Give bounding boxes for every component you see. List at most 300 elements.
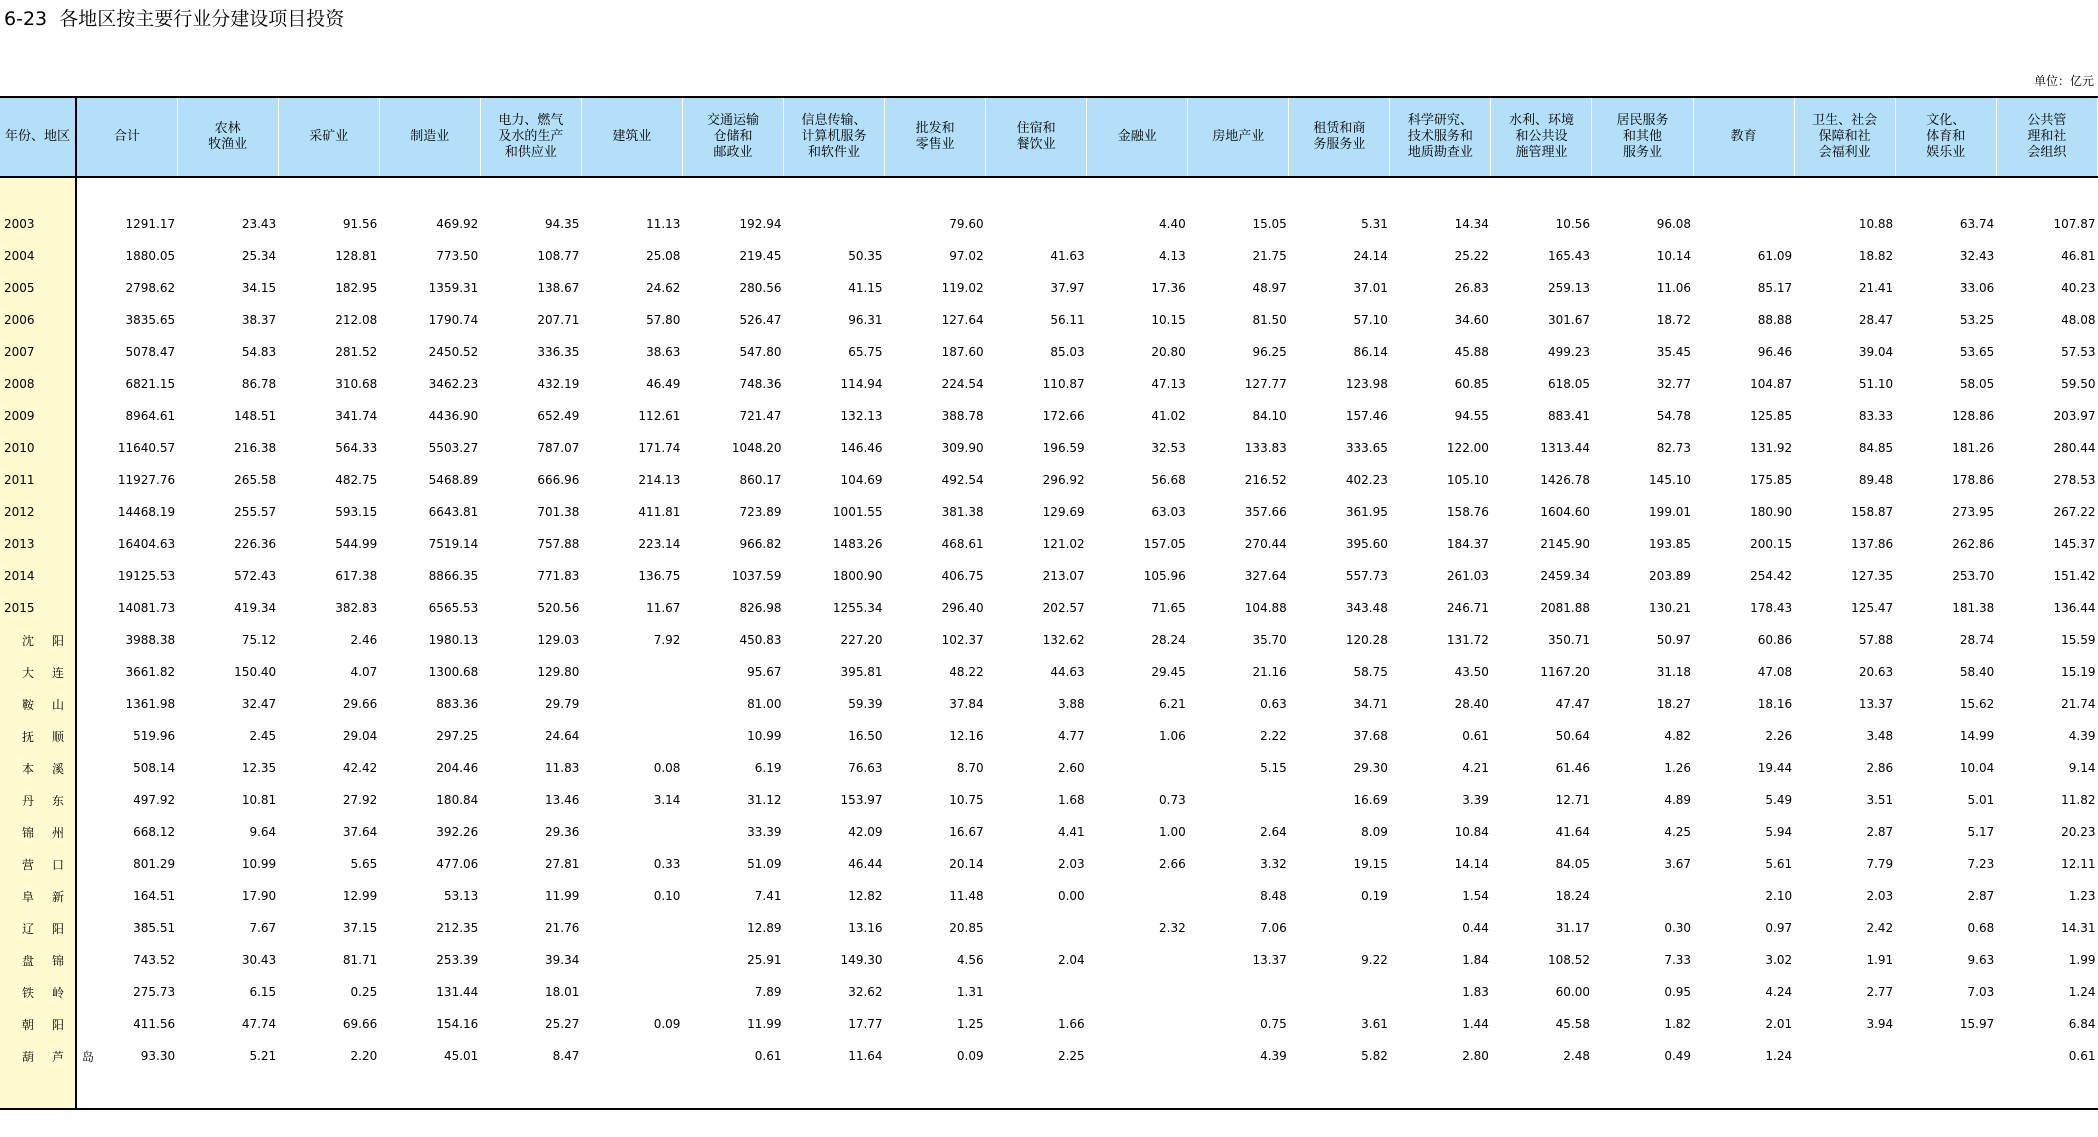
table-cell: 45.88 bbox=[1454, 345, 1489, 359]
table-cell: 150.40 bbox=[234, 665, 277, 679]
header-row bbox=[0, 97, 2098, 177]
table-cell bbox=[1289, 912, 1390, 944]
column-header bbox=[581, 97, 682, 177]
table-cell: 84.05 bbox=[1555, 857, 1590, 871]
table-cell: 19.44 bbox=[1757, 761, 1793, 775]
table-cell: 114.94 bbox=[840, 377, 883, 391]
region-label: 丹东 bbox=[0, 784, 76, 816]
table-cell: 357.66 bbox=[1244, 505, 1287, 519]
table-cell: 13.16 bbox=[848, 921, 883, 935]
table-cell: 37.01 bbox=[1353, 281, 1388, 295]
table-cell: 2.03 bbox=[1866, 889, 1894, 903]
table-cell: 544.99 bbox=[335, 537, 378, 551]
table-cell: 1604.60 bbox=[1540, 505, 1590, 519]
table-cell: 38.63 bbox=[646, 345, 681, 359]
table-cell: 131.92 bbox=[1750, 441, 1793, 455]
table-cell: 21.74 bbox=[2061, 697, 2096, 711]
table-cell: 2.20 bbox=[350, 1049, 378, 1063]
spacer-row bbox=[0, 177, 2098, 208]
table-cell: 12.16 bbox=[949, 729, 984, 743]
table-cell: 11.99 bbox=[545, 889, 580, 903]
table-cell: 5.17 bbox=[1967, 825, 1995, 839]
column-header-line: 会组织 bbox=[2027, 145, 2067, 160]
table-cell: 2.04 bbox=[1057, 953, 1085, 967]
region-label: 辽阳 bbox=[0, 912, 76, 944]
column-header-line: 仓储和 bbox=[713, 129, 753, 144]
table-cell: 213.07 bbox=[1042, 569, 1085, 583]
table-cell: 120.28 bbox=[1345, 633, 1388, 647]
table-cell: 16404.63 bbox=[117, 537, 176, 551]
table-cell bbox=[1592, 880, 1693, 912]
year-label: 2006 bbox=[0, 304, 76, 336]
table-row bbox=[0, 272, 2098, 304]
region-label: 朝阳 bbox=[0, 1008, 76, 1040]
column-header bbox=[885, 97, 986, 177]
table-cell: 18.27 bbox=[1656, 697, 1692, 711]
table-cell: 757.88 bbox=[537, 537, 580, 551]
table-cell: 136.44 bbox=[2053, 601, 2096, 615]
table-cell: 89.48 bbox=[1858, 473, 1894, 487]
column-header-line: 体育和 bbox=[1926, 129, 1966, 144]
table-cell: 259.13 bbox=[1547, 281, 1590, 295]
table-cell: 60.00 bbox=[1555, 985, 1590, 999]
table-row bbox=[0, 688, 2098, 720]
table-cell: 94.35 bbox=[545, 217, 580, 231]
column-header-line: 邮政业 bbox=[713, 145, 753, 160]
table-cell bbox=[783, 208, 884, 240]
table-cell: 43.50 bbox=[1454, 665, 1489, 679]
column-header bbox=[1390, 97, 1491, 177]
table-cell: 20.80 bbox=[1151, 345, 1186, 359]
table-cell: 69.66 bbox=[342, 1017, 378, 1031]
table-cell: 25.08 bbox=[646, 249, 681, 263]
table-cell: 701.38 bbox=[537, 505, 580, 519]
spacer-cell bbox=[76, 177, 2097, 208]
table-cell: 1426.78 bbox=[1540, 473, 1590, 487]
table-cell: 1037.59 bbox=[731, 569, 782, 583]
table-cell: 10.84 bbox=[1454, 825, 1489, 839]
table-cell: 34.71 bbox=[1353, 697, 1388, 711]
table-cell: 131.72 bbox=[1446, 633, 1489, 647]
table-cell: 41.64 bbox=[1555, 825, 1590, 839]
table-cell: 1361.98 bbox=[125, 697, 176, 711]
table-cell: 8866.35 bbox=[428, 569, 479, 583]
table-cell: 7.89 bbox=[754, 985, 782, 999]
table-cell: 27.81 bbox=[545, 857, 580, 871]
table-cell: 34.60 bbox=[1454, 313, 1489, 327]
table-cell: 265.58 bbox=[234, 473, 277, 487]
table-cell: 1.44 bbox=[1462, 1017, 1489, 1031]
table-cell: 199.01 bbox=[1649, 505, 1692, 519]
table-cell: 2.45 bbox=[249, 729, 277, 743]
table-cell: 21.76 bbox=[545, 921, 580, 935]
table-cell: 0.63 bbox=[1260, 697, 1287, 711]
table-cell: 6.19 bbox=[754, 761, 782, 775]
table-cell: 526.47 bbox=[739, 313, 782, 327]
table-cell: 10.15 bbox=[1151, 313, 1186, 327]
table-cell: 212.08 bbox=[335, 313, 378, 327]
table-cell: 18.01 bbox=[545, 985, 580, 999]
table-cell: 246.71 bbox=[1446, 601, 1489, 615]
table-cell: 32.43 bbox=[1959, 249, 1995, 263]
table-cell: 18.82 bbox=[1858, 249, 1894, 263]
table-cell: 0.09 bbox=[956, 1049, 984, 1063]
table-cell: 278.53 bbox=[2053, 473, 2096, 487]
table-cell: 2.64 bbox=[1260, 825, 1287, 839]
region-label: 锦州 bbox=[0, 816, 76, 848]
table-cell: 50.64 bbox=[1555, 729, 1590, 743]
table-cell: 224.54 bbox=[941, 377, 984, 391]
table-cell: 175.85 bbox=[1750, 473, 1793, 487]
table-cell: 0.33 bbox=[653, 857, 681, 871]
table-cell: 110.87 bbox=[1042, 377, 1085, 391]
table-cell: 14468.19 bbox=[117, 505, 176, 519]
table-cell: 2.86 bbox=[1866, 761, 1894, 775]
table-cell: 13.46 bbox=[545, 793, 580, 807]
table-cell: 26.83 bbox=[1454, 281, 1489, 295]
table-cell: 202.57 bbox=[1042, 601, 1085, 615]
year-label: 2011 bbox=[0, 464, 76, 496]
table-cell: 31.17 bbox=[1555, 921, 1590, 935]
table-cell bbox=[986, 912, 1087, 944]
table-cell: 16.67 bbox=[949, 825, 984, 839]
column-header-line: 电力、燃气 bbox=[498, 113, 564, 128]
table-cell: 2145.90 bbox=[1540, 537, 1590, 551]
table-cell: 58.40 bbox=[1959, 665, 1995, 679]
table-cell: 7.67 bbox=[249, 921, 277, 935]
table-cell: 343.48 bbox=[1345, 601, 1388, 615]
table-cell: 4.41 bbox=[1057, 825, 1085, 839]
table-cell: 4.40 bbox=[1159, 217, 1186, 231]
table-cell: 104.88 bbox=[1244, 601, 1287, 615]
table-cell: 11.82 bbox=[2061, 793, 2096, 807]
table-cell: 57.80 bbox=[646, 313, 681, 327]
table-cell bbox=[1087, 1040, 1188, 1072]
table-cell: 105.96 bbox=[1143, 569, 1186, 583]
table-cell: 75.12 bbox=[241, 633, 277, 647]
table-cell: 618.05 bbox=[1547, 377, 1590, 391]
table-cell bbox=[1188, 784, 1289, 816]
column-header bbox=[783, 97, 884, 177]
table-cell: 127.64 bbox=[941, 313, 984, 327]
table-cell: 1313.44 bbox=[1540, 441, 1590, 455]
table-cell: 204.46 bbox=[436, 761, 479, 775]
table-cell: 2.46 bbox=[350, 633, 378, 647]
table-cell: 8.48 bbox=[1260, 889, 1287, 903]
table-row bbox=[0, 1008, 2098, 1040]
column-header-line: 租赁和商 bbox=[1313, 121, 1366, 136]
column-header-line: 居民服务 bbox=[1616, 113, 1669, 128]
table-cell: 25.34 bbox=[241, 249, 277, 263]
table-cell: 1.83 bbox=[1462, 985, 1489, 999]
table-cell: 47.74 bbox=[241, 1017, 277, 1031]
table-cell: 5.21 bbox=[249, 1049, 277, 1063]
table-cell: 181.26 bbox=[1952, 441, 1995, 455]
table-cell: 53.25 bbox=[1959, 313, 1995, 327]
table-cell bbox=[581, 976, 682, 1008]
table-cell: 2.25 bbox=[1057, 1049, 1085, 1063]
table-cell: 381.38 bbox=[941, 505, 984, 519]
table-cell: 145.10 bbox=[1649, 473, 1692, 487]
table-cell: 1880.05 bbox=[125, 249, 176, 263]
table-cell: 184.37 bbox=[1446, 537, 1489, 551]
table-cell: 58.05 bbox=[1959, 377, 1995, 391]
table-cell: 136.75 bbox=[638, 569, 681, 583]
table-cell: 482.75 bbox=[335, 473, 378, 487]
table-cell: 50.35 bbox=[848, 249, 883, 263]
table-cell: 0.08 bbox=[653, 761, 681, 775]
table-cell: 280.44 bbox=[2053, 441, 2096, 455]
table-cell: 2.32 bbox=[1159, 921, 1186, 935]
table-cell: 1.06 bbox=[1159, 729, 1186, 743]
table-cell: 31.12 bbox=[747, 793, 782, 807]
table-cell: 15.62 bbox=[1959, 697, 1995, 711]
table-cell: 119.02 bbox=[941, 281, 984, 295]
table-cell: 47.47 bbox=[1555, 697, 1590, 711]
table-cell: 83.33 bbox=[1858, 409, 1894, 423]
column-header-line: 保障和社 bbox=[1818, 129, 1871, 144]
table-cell: 35.70 bbox=[1252, 633, 1287, 647]
table-cell: 128.86 bbox=[1952, 409, 1995, 423]
table-cell: 10.56 bbox=[1555, 217, 1590, 231]
table-cell: 11.48 bbox=[949, 889, 984, 903]
column-header bbox=[1289, 97, 1390, 177]
region-label: 铁岭 bbox=[0, 976, 76, 1008]
table-cell: 7.79 bbox=[1866, 857, 1894, 871]
column-header-line: 批发和 bbox=[915, 121, 955, 136]
table-cell: 37.84 bbox=[949, 697, 984, 711]
table-cell: 216.52 bbox=[1244, 473, 1287, 487]
table-cell: 270.44 bbox=[1244, 537, 1287, 551]
table-cell: 572.43 bbox=[234, 569, 277, 583]
table-cell: 787.07 bbox=[537, 441, 580, 455]
table-cell: 56.11 bbox=[1050, 313, 1085, 327]
table-cell: 180.84 bbox=[436, 793, 479, 807]
table-cell: 743.52 bbox=[133, 953, 176, 967]
table-cell: 497.92 bbox=[133, 793, 176, 807]
table-cell: 3.88 bbox=[1057, 697, 1085, 711]
table-cell: 178.43 bbox=[1750, 601, 1793, 615]
table-cell: 6.84 bbox=[2068, 1017, 2096, 1031]
table-cell: 1255.34 bbox=[832, 601, 883, 615]
table-cell: 29.66 bbox=[342, 697, 378, 711]
table-cell: 28.47 bbox=[1858, 313, 1894, 327]
table-cell: 15.19 bbox=[2061, 665, 2096, 679]
table-cell: 5468.89 bbox=[428, 473, 479, 487]
year-cell-empty bbox=[0, 177, 76, 208]
table-cell: 273.95 bbox=[1952, 505, 1995, 519]
table-cell: 432.19 bbox=[537, 377, 580, 391]
table-cell bbox=[1087, 1008, 1188, 1040]
column-header bbox=[1895, 97, 1996, 177]
table-row bbox=[0, 976, 2098, 1008]
table-cell: 296.92 bbox=[1042, 473, 1085, 487]
column-header bbox=[1996, 97, 2097, 177]
table-cell: 24.64 bbox=[545, 729, 580, 743]
table-cell: 9.64 bbox=[249, 825, 277, 839]
table-cell: 25.91 bbox=[747, 953, 782, 967]
table-cell: 84.85 bbox=[1858, 441, 1894, 455]
table-cell bbox=[1693, 208, 1794, 240]
table-cell: 262.86 bbox=[1952, 537, 1995, 551]
table-cell: 153.97 bbox=[840, 793, 883, 807]
table-cell: 860.17 bbox=[739, 473, 782, 487]
table-cell: 104.87 bbox=[1750, 377, 1793, 391]
table-cell: 1.25 bbox=[956, 1017, 984, 1031]
table-cell: 771.83 bbox=[537, 569, 580, 583]
table-cell: 10.04 bbox=[1959, 761, 1995, 775]
table-cell: 3661.82 bbox=[125, 665, 176, 679]
table-cell: 21.75 bbox=[1252, 249, 1287, 263]
table-cell: 38.37 bbox=[241, 313, 277, 327]
table-cell: 3.14 bbox=[653, 793, 681, 807]
table-cell: 104.69 bbox=[840, 473, 883, 487]
year-label: 2005 bbox=[0, 272, 76, 304]
table-cell: 57.88 bbox=[1858, 633, 1894, 647]
table-cell: 34.15 bbox=[241, 281, 277, 295]
table-cell: 2459.34 bbox=[1540, 569, 1590, 583]
table-cell bbox=[581, 1040, 682, 1072]
table-cell: 42.42 bbox=[342, 761, 378, 775]
table-cell: 127.35 bbox=[1851, 569, 1894, 583]
table-cell: 14.34 bbox=[1454, 217, 1489, 231]
table-cell: 3.48 bbox=[1866, 729, 1894, 743]
table-cell: 8964.61 bbox=[125, 409, 176, 423]
table-cell: 6.15 bbox=[249, 985, 277, 999]
table-cell: 4.89 bbox=[1664, 793, 1692, 807]
table-cell bbox=[1188, 976, 1289, 1008]
table-cell: 5.61 bbox=[1765, 857, 1793, 871]
table-cell: 18.24 bbox=[1555, 889, 1590, 903]
region-label: 鞍山 bbox=[0, 688, 76, 720]
table-cell: 24.14 bbox=[1353, 249, 1388, 263]
table-row bbox=[0, 368, 2098, 400]
table-cell: 9.63 bbox=[1967, 953, 1995, 967]
table-cell: 20.63 bbox=[1858, 665, 1894, 679]
column-header-line: 会福利业 bbox=[1818, 145, 1871, 160]
table-cell: 392.26 bbox=[436, 825, 479, 839]
table-cell: 0.44 bbox=[1462, 921, 1489, 935]
table-cell: 51.09 bbox=[747, 857, 782, 871]
year-label: 2009 bbox=[0, 400, 76, 432]
table-cell: 41.15 bbox=[848, 281, 883, 295]
table-cell: 128.81 bbox=[335, 249, 378, 263]
column-header-line: 计算机服务 bbox=[801, 129, 867, 144]
table-cell: 419.34 bbox=[234, 601, 277, 615]
table-cell: 3.39 bbox=[1462, 793, 1489, 807]
table-cell: 121.02 bbox=[1042, 537, 1085, 551]
table-cell: 81.71 bbox=[342, 953, 378, 967]
table-row bbox=[0, 560, 2098, 592]
table-cell: 17.36 bbox=[1151, 281, 1186, 295]
table-cell: 40.23 bbox=[2061, 281, 2096, 295]
table-cell: 3.61 bbox=[1361, 1017, 1388, 1031]
table-row bbox=[0, 944, 2098, 976]
table-cell: 281.52 bbox=[335, 345, 378, 359]
table-row bbox=[0, 752, 2098, 784]
table-cell: 333.65 bbox=[1345, 441, 1388, 455]
year-label: 2004 bbox=[0, 240, 76, 272]
table-row bbox=[0, 912, 2098, 944]
year-label: 2014 bbox=[0, 560, 76, 592]
table-cell: 4.13 bbox=[1159, 249, 1186, 263]
table-cell: 11927.76 bbox=[117, 473, 176, 487]
column-header bbox=[682, 97, 783, 177]
year-label: 2012 bbox=[0, 496, 76, 528]
table-row bbox=[0, 304, 2098, 336]
table-cell: 212.35 bbox=[436, 921, 479, 935]
table-cell: 37.15 bbox=[342, 921, 378, 935]
table-cell: 7.03 bbox=[1967, 985, 1995, 999]
column-header-line: 交通运输 bbox=[706, 113, 759, 128]
table-cell: 296.40 bbox=[941, 601, 984, 615]
table-cell: 0.30 bbox=[1664, 921, 1692, 935]
table-cell: 16.50 bbox=[848, 729, 883, 743]
table-cell: 0.61 bbox=[754, 1049, 782, 1063]
table-row bbox=[0, 528, 2098, 560]
column-header-line: 和软件业 bbox=[808, 145, 861, 160]
table-cell: 29.36 bbox=[545, 825, 580, 839]
table-cell: 157.46 bbox=[1345, 409, 1388, 423]
table-cell: 203.97 bbox=[2053, 409, 2096, 423]
table-cell: 10.88 bbox=[1858, 217, 1894, 231]
table-cell: 1291.17 bbox=[125, 217, 176, 231]
column-header-line: 住宿和 bbox=[1016, 121, 1056, 136]
table-cell: 165.43 bbox=[1547, 249, 1590, 263]
table-cell: 145.37 bbox=[2053, 537, 2096, 551]
table-cell: 57.10 bbox=[1353, 313, 1388, 327]
table-cell: 2.77 bbox=[1866, 985, 1894, 999]
table-cell: 7519.14 bbox=[428, 537, 479, 551]
table-row bbox=[0, 848, 2098, 880]
table-cell: 32.47 bbox=[241, 697, 277, 711]
table-cell: 1.68 bbox=[1057, 793, 1085, 807]
table-cell: 966.82 bbox=[739, 537, 782, 551]
page-title: 6-23 各地区按主要行业分建设项目投资 bbox=[4, 8, 345, 30]
table-cell: 129.80 bbox=[537, 665, 580, 679]
table-cell: 2450.52 bbox=[428, 345, 479, 359]
table-cell: 1359.31 bbox=[428, 281, 479, 295]
table-cell: 5503.27 bbox=[428, 441, 479, 455]
region-label: 阜新 bbox=[0, 880, 76, 912]
table-cell: 61.46 bbox=[1555, 761, 1590, 775]
table-cell: 2.01 bbox=[1765, 1017, 1793, 1031]
table-cell bbox=[1087, 944, 1188, 976]
table-cell: 468.61 bbox=[941, 537, 984, 551]
year-label: 2015 bbox=[0, 592, 76, 624]
table-cell: 402.23 bbox=[1345, 473, 1388, 487]
table-cell: 86.78 bbox=[241, 377, 277, 391]
table-cell: 1001.55 bbox=[832, 505, 883, 519]
column-header-line: 建筑业 bbox=[612, 129, 652, 144]
table-cell: 219.45 bbox=[739, 249, 782, 263]
table-cell: 652.49 bbox=[537, 409, 580, 423]
table-cell: 1.82 bbox=[1664, 1017, 1692, 1031]
column-header-line: 理和社 bbox=[2027, 129, 2067, 144]
table-cell: 406.75 bbox=[941, 569, 984, 583]
table-cell bbox=[581, 816, 682, 848]
region-label: 本溪 bbox=[0, 752, 76, 784]
table-cell: 617.38 bbox=[335, 569, 378, 583]
table-cell: 56.68 bbox=[1151, 473, 1186, 487]
table-cell: 6.21 bbox=[1159, 697, 1186, 711]
column-header-line: 合计 bbox=[113, 129, 140, 144]
table-cell: 14.14 bbox=[1454, 857, 1489, 871]
table-cell: 261.03 bbox=[1446, 569, 1489, 583]
table-cell: 2.42 bbox=[1866, 921, 1894, 935]
table-cell bbox=[581, 912, 682, 944]
table-cell: 13.37 bbox=[1252, 953, 1287, 967]
